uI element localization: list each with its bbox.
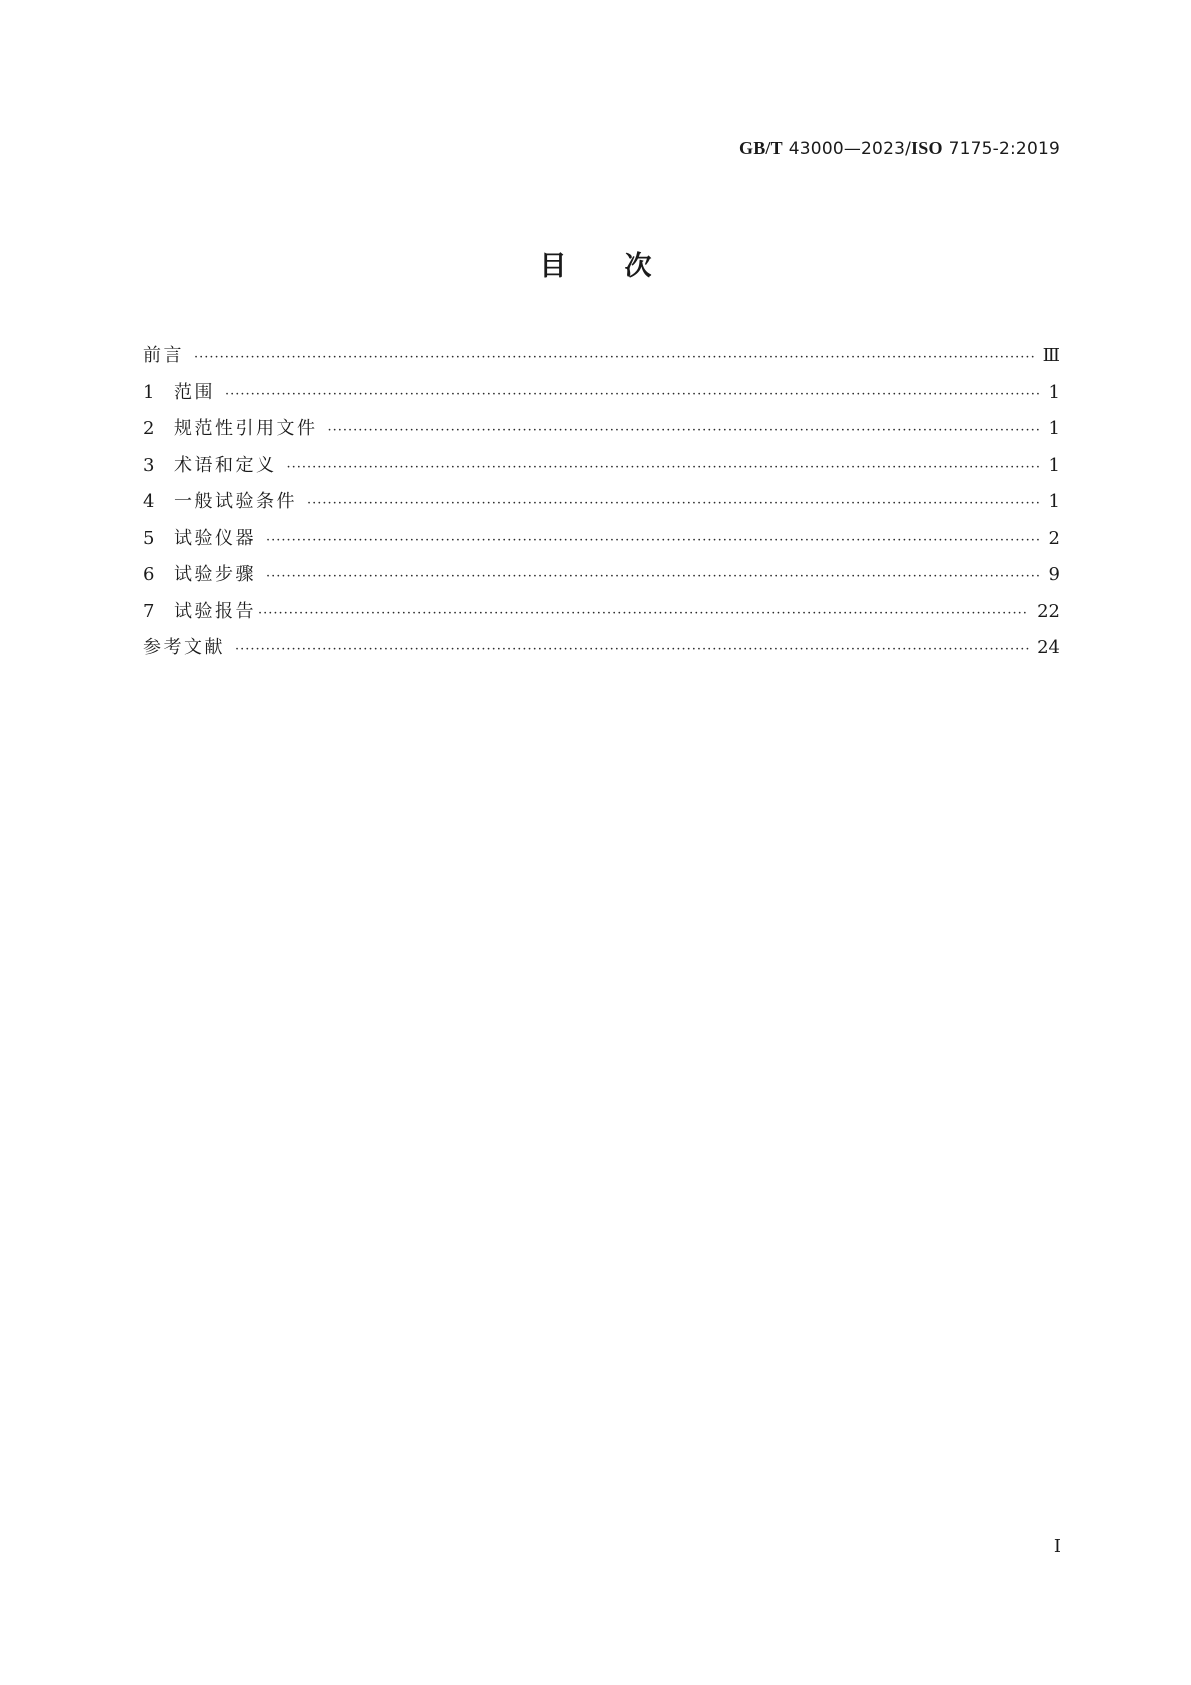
toc-leader-dots [225, 377, 1040, 414]
toc-leader-dots [258, 596, 1029, 633]
page-title: 目次 [539, 251, 710, 282]
toc-entry-label: 规范性引用文件 [174, 418, 318, 439]
toc-entry-page: 1 [1048, 418, 1060, 439]
standard-iso-prefix: ISO [911, 138, 943, 158]
toc-leader-dots [235, 632, 1029, 669]
toc-entry-page: 1 [1048, 454, 1060, 476]
standard-prefix: GB/T [739, 138, 783, 158]
toc-entry-number: 2 [143, 418, 155, 439]
toc-entry-label: 试验报告 [174, 600, 256, 622]
toc-entry-number: 5 [143, 527, 155, 549]
toc-entry-number: 7 [143, 600, 155, 622]
toc-entry-label: 前言 [143, 345, 184, 366]
toc-leader-dots [307, 486, 1040, 523]
toc-leader-dots [266, 523, 1040, 560]
toc-entry-page: Ⅲ [1042, 345, 1060, 366]
toc-entry-page: 9 [1048, 564, 1060, 585]
toc-entry-page: 1 [1048, 381, 1060, 403]
toc-leader-dots [194, 340, 1035, 377]
toc-entry-page: 2 [1048, 527, 1060, 549]
toc-entry-general-test-conditions[interactable] [143, 484, 1060, 521]
toc-entry-normative-references[interactable] [143, 411, 1060, 448]
toc-entry-label: 试验步骤 [174, 564, 256, 585]
toc-entry-test-report[interactable] [143, 594, 1060, 631]
toc-entry-terms-definitions[interactable] [143, 448, 1060, 485]
toc-entry-test-procedure[interactable] [143, 557, 1060, 594]
toc-entry-page: 1 [1048, 491, 1060, 512]
standard-code [739, 138, 1060, 159]
toc-entry-number: 1 [143, 381, 155, 403]
toc-entry-page: 24 [1037, 637, 1060, 658]
toc-leader-dots [266, 559, 1040, 596]
standard-number: 43000—2023/ [788, 139, 912, 159]
toc-entry-number: 3 [143, 454, 155, 476]
toc-entry-bibliography[interactable] [143, 630, 1060, 667]
toc-entry-test-apparatus[interactable] [143, 521, 1060, 558]
toc-entry-label: 范围 [174, 381, 215, 403]
toc-entry-label: 试验仪器 [174, 527, 256, 549]
standard-iso-number: 7175-2:2019 [948, 139, 1060, 159]
table-of-contents [143, 338, 1060, 667]
toc-entry-number: 6 [143, 564, 155, 585]
toc-leader-dots [287, 450, 1041, 487]
toc-entry-foreword[interactable] [143, 338, 1060, 375]
toc-entry-label: 参考文献 [143, 637, 225, 658]
toc-entry-scope[interactable] [143, 375, 1060, 412]
page-number: Ⅰ [1053, 1536, 1061, 1557]
toc-entry-number: 4 [143, 491, 155, 512]
toc-entry-label: 术语和定义 [174, 454, 277, 476]
toc-leader-dots [328, 413, 1041, 450]
toc-entry-page: 22 [1037, 600, 1060, 622]
toc-entry-label: 一般试验条件 [174, 491, 297, 512]
